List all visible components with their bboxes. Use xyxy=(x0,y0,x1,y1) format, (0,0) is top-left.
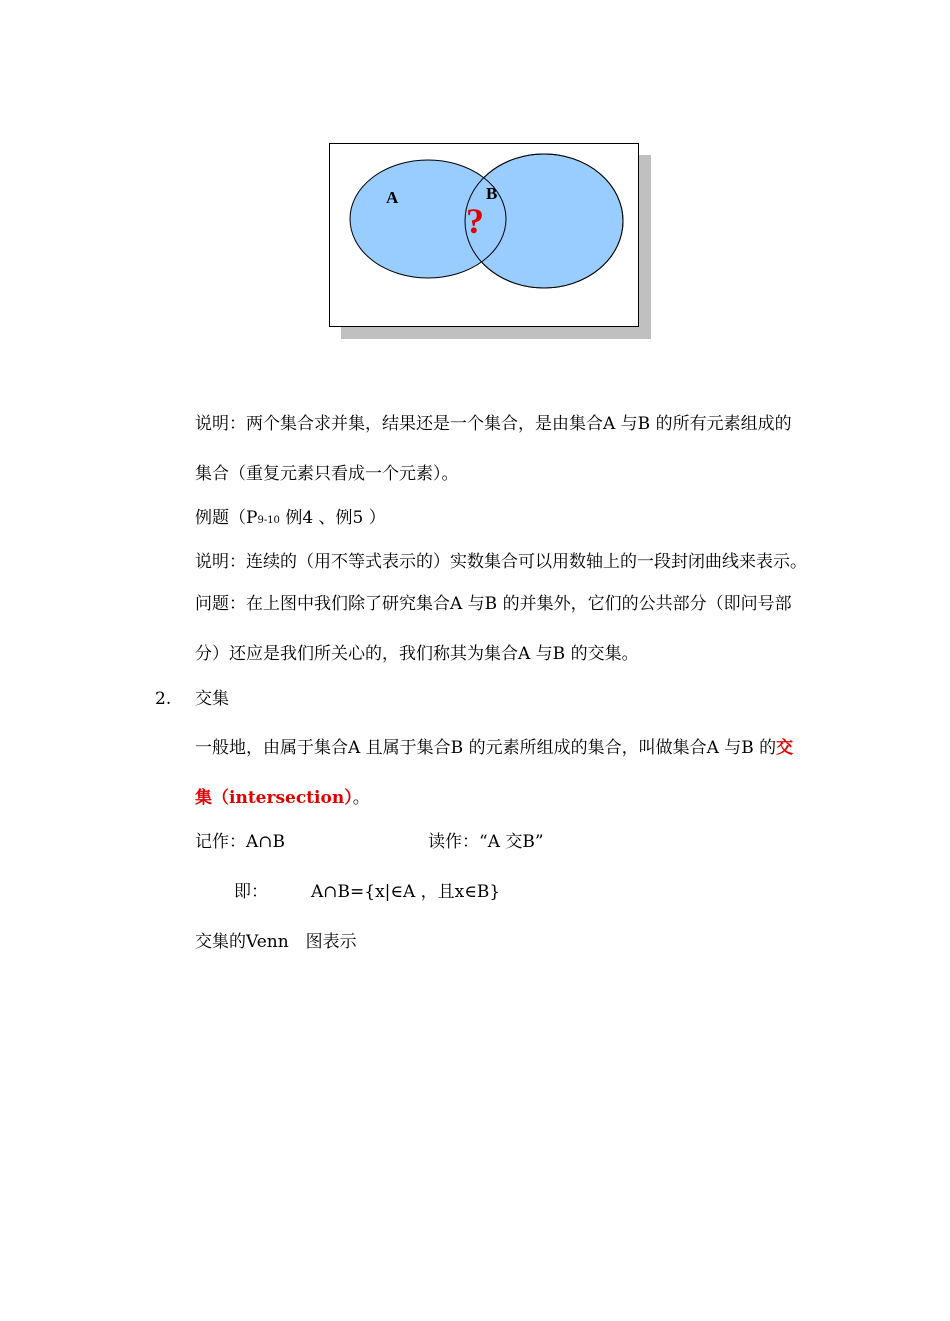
definition-text: 一般地，由属于集合A 且属于集合B 的元素所组成的集合，叫做集合A 与B 的 xyxy=(195,738,777,758)
venn-frame xyxy=(329,143,639,327)
definition-term-end: 集（intersection） xyxy=(195,788,353,808)
example-page-subscript: 9-10 xyxy=(257,515,280,526)
definition-line1 xyxy=(195,737,793,759)
set-a-label: A xyxy=(386,188,399,207)
example-reference xyxy=(195,507,386,532)
venn-caption: 交集的Venn 图表示 xyxy=(195,932,357,952)
section-number: 2. xyxy=(155,689,172,709)
question-line2: 分）还应是我们所关心的，我们称其为集合A 与B 的交集。 xyxy=(195,644,639,664)
example-suffix: 例4 、例5 ） xyxy=(279,508,386,528)
example-prefix: 例题（P xyxy=(195,508,258,528)
definition-line2 xyxy=(195,787,370,809)
venn-svg xyxy=(330,144,638,326)
venn-diagram xyxy=(329,143,651,339)
notation-written: 记作：A∩B xyxy=(195,832,286,852)
definition-term-start: 交 xyxy=(776,738,794,758)
notation-read: 读作：“A 交B” xyxy=(428,832,544,852)
union-note-line2: 集合（重复元素只看成一个元素）。 xyxy=(195,464,459,484)
formula-label: 即： xyxy=(234,882,268,902)
continuous-set-note: 说明：连续的（用不等式表示的）实数集合可以用数轴上的一段封闭曲线来表示。 xyxy=(195,552,807,572)
question-mark: ? xyxy=(466,201,484,241)
section-title: 交集 xyxy=(195,689,229,709)
intersection-formula: A∩B={x|∈A ，且x∈B} xyxy=(311,882,501,902)
definition-period: 。 xyxy=(352,788,370,808)
question-line1: 问题：在上图中我们除了研究集合A 与B 的并集外，它们的公共部分（即问号部 xyxy=(195,594,792,614)
set-b-label: B xyxy=(486,184,498,203)
union-note-line1: 说明：两个集合求并集，结果还是一个集合，是由集合A 与B 的所有元素组成的 xyxy=(195,414,792,434)
